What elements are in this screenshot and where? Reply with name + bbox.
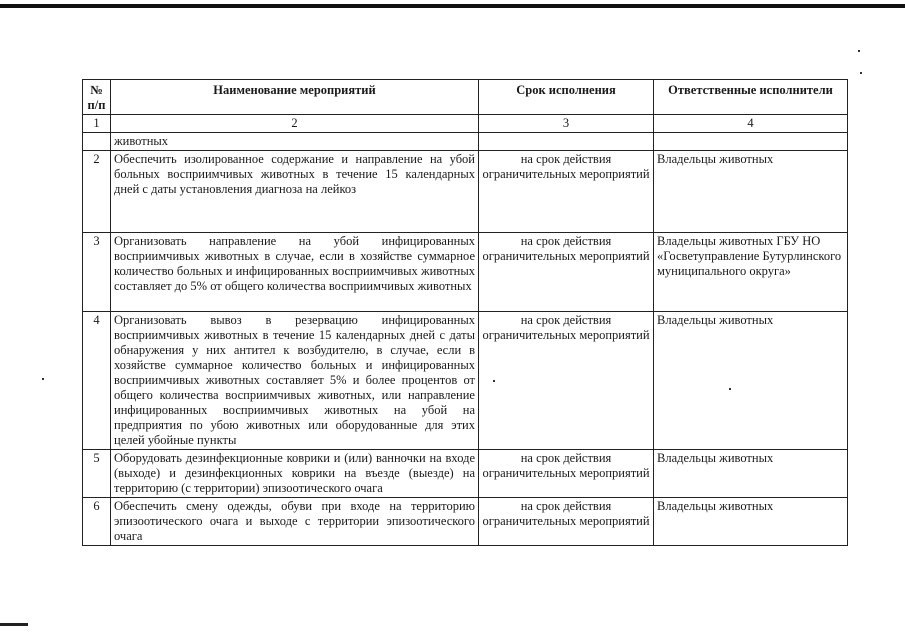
row-num: 2 [83,151,111,233]
column-number: 3 [479,115,654,133]
row-num: 5 [83,450,111,498]
top-border-line [0,4,905,8]
header-row [83,80,848,115]
table-row [83,233,848,312]
scan-speck [42,378,44,380]
row-term: на срок действия ограничительных мероприятий [479,498,654,546]
scan-mark [0,623,28,626]
continuation-row [83,133,848,151]
column-number: 2 [111,115,479,133]
header-name: Наименование мероприятий [111,80,479,115]
row-responsible: Владельцы животных [654,450,848,498]
row-responsible: Владельцы животных [654,498,848,546]
row-name: Организовать вывоз в резервацию инфицированных восприимчивых животных в течение 15 календарных дней с даты обнаружения у них антител к возбудителю, в случае, если в хозяйстве суммарное количество больных и инфицированных восприимчивых животных составляет 5% и более процентов от общего количества восприимчивых животных, или направление инфицированных восприимчивых животных на убой на предприятия по убою животных или оборудованные для этих целей убойные пункты [111,312,479,450]
column-number: 1 [83,115,111,133]
scan-speck [858,50,860,52]
row-name: Обеспечить смену одежды, обуви при входе на территорию эпизоотического очага и выходе с территории эпизоотического очага [111,498,479,546]
table-row [83,151,848,233]
row-term: на срок действия ограничительных мероприятий [479,233,654,312]
header-num: № п/п [83,80,111,115]
row-name: Организовать направление на убой инфицированных восприимчивых животных в случае, если в хозяйстве суммарное количество больных и инфицированных восприимчивых животных составляет до 5% от общего количества восприимчивых животных [111,233,479,312]
table-row [83,312,848,450]
column-number-row [83,115,848,133]
header-responsible: Ответственные исполнители [654,80,848,115]
table-row [83,498,848,546]
row-term: на срок действия ограничительных мероприятий [479,450,654,498]
row-term: на срок действия ограничительных мероприятий [479,312,654,450]
scan-speck [860,72,862,74]
row-name: Обеспечить изолированное содержание и направление на убой больных восприимчивых животных в течение 15 календарных дней с даты установления диагноза на лейкоз [111,151,479,233]
measures-table [82,79,848,546]
row-responsible: Владельцы животных ГБУ НО «Госветуправление Бутурлинского муниципального округа» [654,233,848,312]
row-num: 3 [83,233,111,312]
row-num: 4 [83,312,111,450]
continuation-text: животных [111,133,479,151]
row-term: на срок действия ограничительных мероприятий [479,151,654,233]
table-row [83,450,848,498]
row-name: Оборудовать дезинфекционные коврики и (или) ванночки на входе (выходе) и дезинфекционных коврики на въезде (выезде) на территорию (с территории) эпизоотического очага [111,450,479,498]
row-num: 6 [83,498,111,546]
header-term: Срок исполнения [479,80,654,115]
row-responsible: Владельцы животных [654,312,848,450]
row-responsible: Владельцы животных [654,151,848,233]
column-number: 4 [654,115,848,133]
